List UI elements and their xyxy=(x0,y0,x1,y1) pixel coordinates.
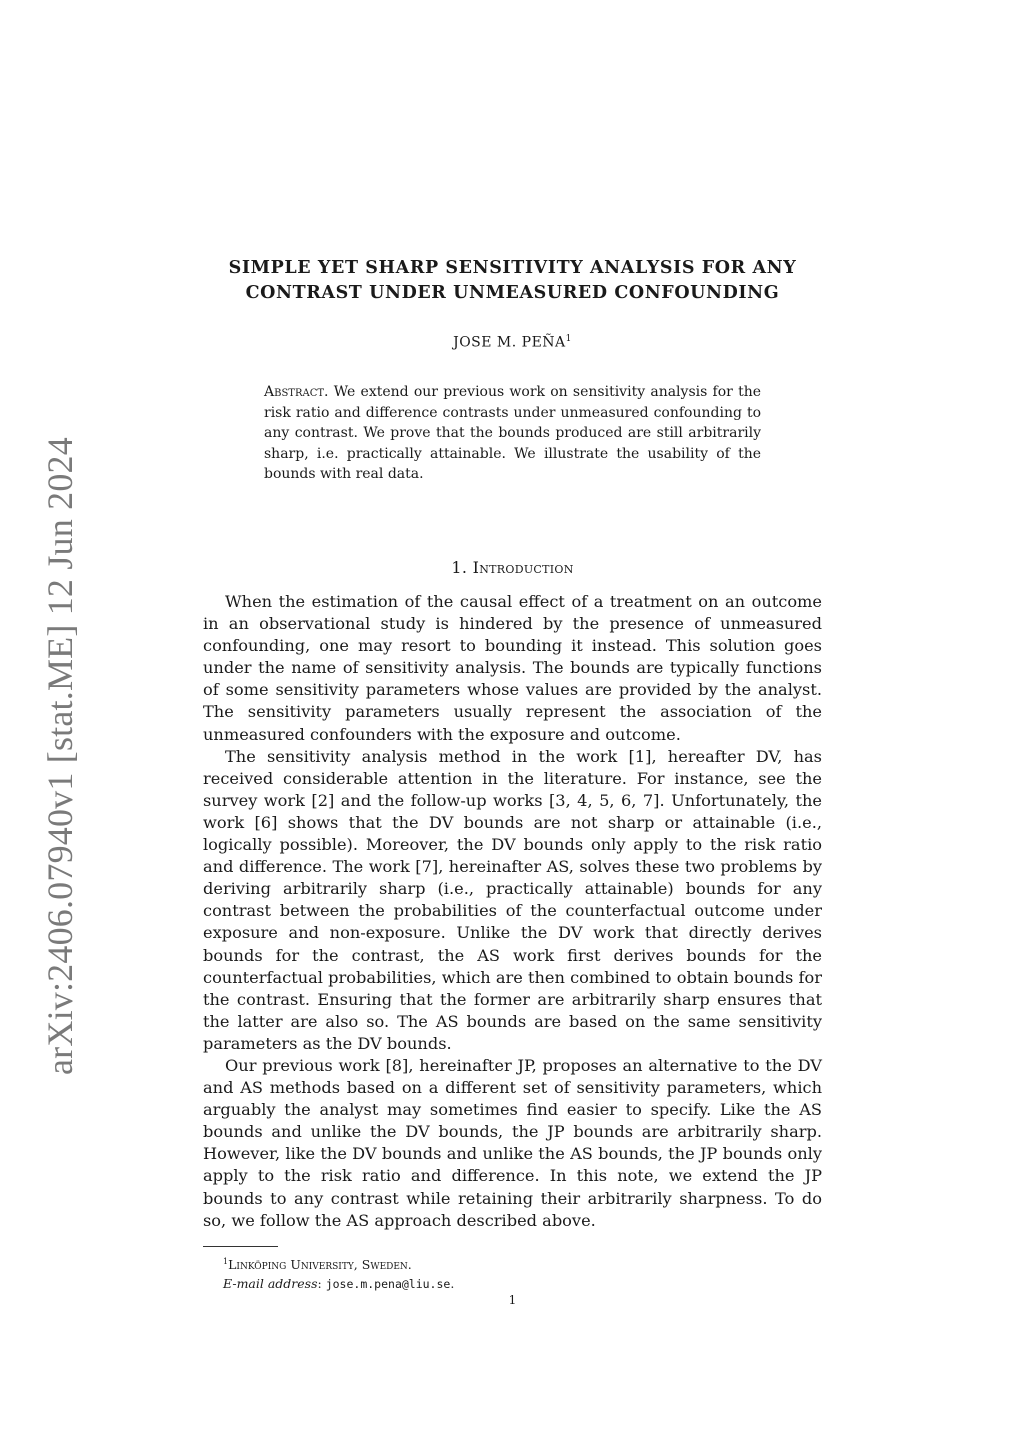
footnote-mark: 1 xyxy=(223,1257,229,1266)
email-label: E-mail address xyxy=(223,1276,318,1292)
affiliation-mark: 1 xyxy=(565,334,572,344)
abstract-label: Abstract. xyxy=(264,384,329,400)
footnote-email: E-mail address: jose.m.pena@liu.se. xyxy=(223,1276,455,1292)
abstract-text: We extend our previous work on sensitivity analysis for the risk ratio and difference contrasts under unmeasured confounding to any contrast. We prove that the bounds produced are still arbitrarily sharp, i.e. practically attainable. We illustrate the usability of the bounds with real data. xyxy=(264,384,761,482)
author-line xyxy=(200,334,825,351)
footnotes xyxy=(203,1252,803,1294)
paragraph-1: When the estimation of the causal effect of a treatment on an outcome in an observational study is hindered by the presence of unmeasured confounding, one may resort to bounding it instead. This solution goes under the name of sensitivity analysis. The bounds are typically functions of some sensitivity parameters whose values are provided by the analyst. The sensitivity parameters usually represent the association of the unmeasured confounders with the exposure and outcome. xyxy=(203,592,822,744)
arxiv-identifier-stamp: arXiv:2406.07940v1 [stat.ME] 12 Jun 2024 xyxy=(40,437,80,1075)
paragraph-3: Our previous work [8], hereinafter JP, proposes an alternative to the DV and AS methods based on a different set of sensitivity parameters, which arguably the analyst may sometimes find easier to specify. Like the AS bounds and unlike the DV bounds, the JP bounds are arbitrarily sharp. However, like the DV bounds and unlike the AS bounds, the JP bounds only apply to the risk ratio and difference. In this note, we extend the JP bounds to any contrast while retaining their arbitrarily sharpness. To do so, we follow the AS approach described above. xyxy=(203,1055,822,1230)
footnote-divider xyxy=(203,1246,278,1247)
section-number: 1. xyxy=(451,558,468,577)
paper-title xyxy=(200,256,825,306)
section-heading xyxy=(200,558,825,577)
title-line-2: CONTRAST UNDER UNMEASURED CONFOUNDING xyxy=(245,283,780,303)
footnote-affiliation xyxy=(203,1252,803,1274)
title-line-1: SIMPLE YET SHARP SENSITIVITY ANALYSIS FOR ANY xyxy=(228,258,797,278)
page-number: 1 xyxy=(508,1293,517,1307)
footnote-affiliation-text: Linköping University, Sweden. xyxy=(228,1257,412,1273)
abstract xyxy=(264,382,761,485)
email-address[interactable]: jose.m.pena@liu.se xyxy=(325,1277,451,1292)
paragraph-2: The sensitivity analysis method in the work [1], hereafter DV, has received considerable attention in the literature. For instance, see the survey work [2] and the follow-up works [3, 4, 5, 6, 7]. Unfortunately, the work [6] shows that the DV bounds are not sharp or attainable (i.e., logically possible). Moreover, the DV bounds only apply to the risk ratio and difference. The work [7], hereinafter AS, solves these two problems by deriving arbitrarily sharp (i.e., practically attainable) bounds for any contrast between the probabilities of the counterfactual outcome under exposure and non-exposure. Unlike the DV work that directly derives bounds for the contrast, the AS work first derives bounds for the counterfactual probabilities, which are then combined to obtain bounds for the contrast. Ensuring that the former are arbitrarily sharp ensures that the latter are also so. The AS bounds are based on the same sensitivity parameters as the DV bounds. xyxy=(203,746,822,1053)
section-title: Introduction xyxy=(472,558,574,577)
body-text xyxy=(203,591,822,1232)
author-name: JOSE M. PEÑA xyxy=(453,334,566,351)
